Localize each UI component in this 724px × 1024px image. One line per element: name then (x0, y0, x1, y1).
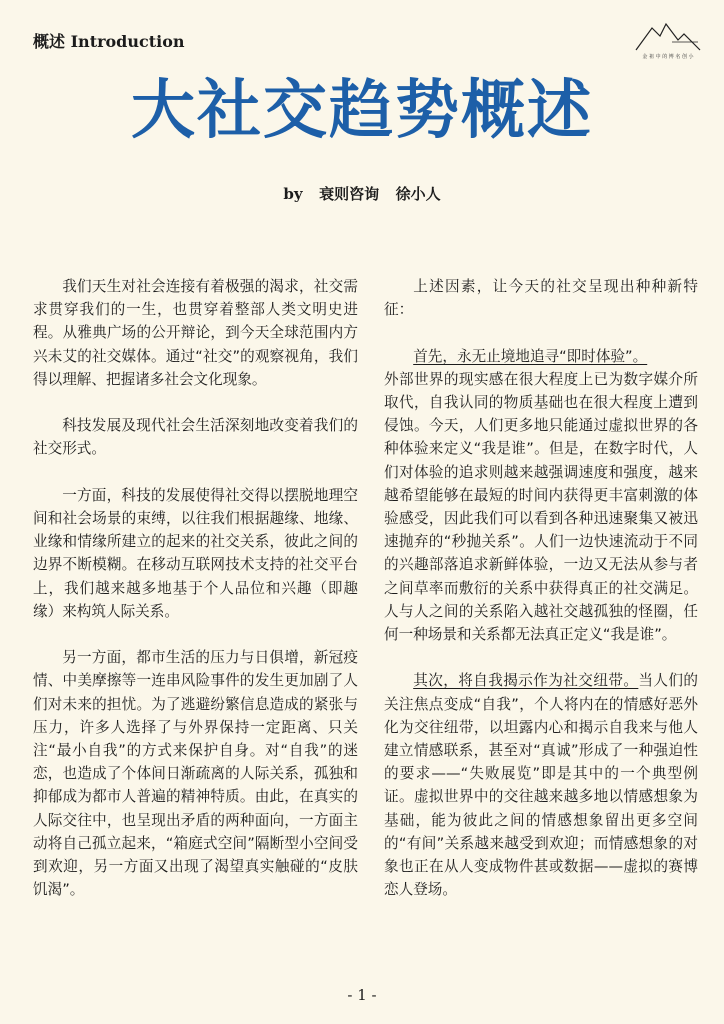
paragraph: 另一方面，都市生活的压力与日俱增，新冠疫情、中美摩擦等一连串风险事件的发生更加剧了人们对未来的担忧。为了逃避纷繁信息造成的紧张与压力，许多人选择了与外界保持一定距离、只关注“最小自我”的方式来保护自身。对“自我”的迷恋，也造成了个体间日渐疏离的人际关系，孤独和抑郁成为都市人普遍的精神特质。由此，在真实的人际交往中，也呈现出矛盾的两种面向，一方面主动将自己孤立起来，“箱庭式空间”隔断型小空间受到欢迎，另一方面又出现了渴望真实触碰的“皮肤饥渴”。 (33, 649, 358, 899)
page-title: 大社交趋势概述 (131, 73, 593, 148)
left-column (33, 275, 358, 925)
point-2-title: 其次，将自我揭示作为社交纽带。 (413, 672, 639, 690)
byline-org: 衰则咨询 (319, 185, 380, 203)
mountain-logo-icon (632, 16, 704, 52)
paragraph: 一方面，科技的发展使得社交得以摆脱地理空间和社会场景的束缚，以往我们根据趣缘、地缘、业缘和情缘所建立的起来的社交关系，彼此之间的边界不断模糊。在移动互联网技术支持的社交平台上，我们越来越多地基于个人品位和兴趣（即趣缘）来构筑人际关系。 (33, 486, 358, 620)
page-number: - 1 - (347, 986, 377, 1004)
point-1-body: 外部世界的现实感在很大程度上已为数字媒介所取代，自我认同的物质基础也在很大程度上遭到侵蚀。今天，人们更多地只能通过虚拟世界的各种体验来定义“我是谁”。但是，在数字时代，人们对体验的追求则越来越强调速度和强度，越来越希望能够在最短的时间内获得更丰富刺激的体验感受，因此我们可以看到各种迅速聚集又被迅速抛弃的“秒抛关系”。人们一边快速流动于不同的兴趣部落追求新鲜体验，一边又无法从参与者之间草率而敷衍的关系中获得真正的社交满足。人与人之间的关系陷入越社交越孤独的怪圈，任何一种场景和关系都无法真正定义“我是谁”。 (384, 370, 698, 644)
brand-logo (632, 16, 704, 64)
point-2 (384, 669, 698, 901)
byline (0, 183, 724, 204)
byline-prefix: by (283, 185, 303, 203)
point-1 (384, 345, 698, 368)
paragraph: 我们天生对社会连接有着极强的渴求，社交需求贯穿我们的一生，也贯穿着整部人类文明史进程。从雅典广场的公开辩论，到今天全球范围内方兴未艾的社交媒体。通过“社交”的观察视角，我们得以理解、把握诸多社会文化现象。 (33, 278, 358, 388)
right-column (384, 275, 698, 925)
point-1-title: 首先，永无止境地追寻“即时体验”。 (413, 347, 648, 365)
section-label: 概述 Introduction (33, 32, 185, 51)
paragraph: 科技发展及现代社会生活深刻地改变着我们的社交形式。 (33, 417, 358, 458)
byline-author: 徐小人 (395, 185, 441, 203)
paragraph-intro: 上述因素，让今天的社交呈现出种种新特征： (384, 278, 698, 319)
point-2-body: 当人们的关注焦点变成“自我”，个人将内在的情感好恶外化为交往纽带，以坦露内心和揭示自我来与他人建立情感联系，甚至对“真诚”形成了一种强迫性的要求——“失败展览”即是其中的一个典型例证。虚拟世界中的交往越来越多地以情感想象为基础，能为彼此之间的情感想象留出更多空间的“有间”关系越来越受到欢迎；而情感想象的对象也正在从人变成物件甚或数据——虚拟的赛博恋人登场。 (384, 672, 698, 899)
logo-text: 金 祖 中 的 博 名 创 小 (642, 54, 694, 60)
